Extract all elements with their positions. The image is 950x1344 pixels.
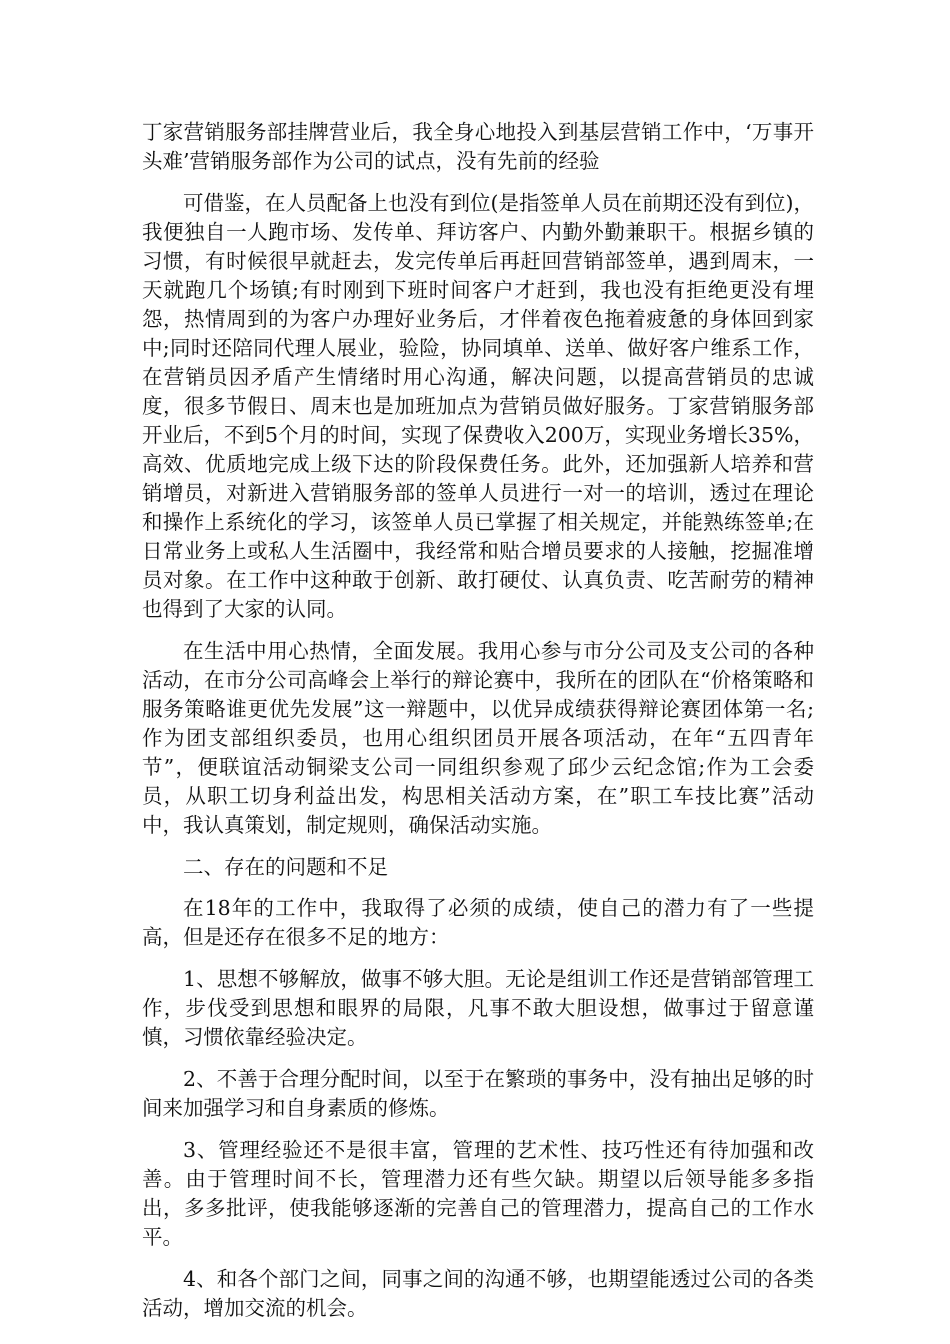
section-heading-problems: 二、存在的问题和不足 [183, 855, 388, 879]
paragraph-problem-1: 1、思想不够解放，做事不够大胆。无论是组训工作还是营销部管理工作，步伐受到思想和眼界的局限，凡事不敢大胆设想，做事过于留意谨慎，习惯依靠经验决定。 [142, 967, 814, 1049]
paragraph-activities: 在生活中用心热情，全面发展。我用心参与市分公司及支公司的各种活动，在市分公司高峰会上举行的辩论赛中，我所在的团队在“价格策略和服务策略谁更优先发展”这一辩题中，以优异成绩获得辩论赛团体第一名;作为团支部组织委员，也用心组织团员开展各项活动，在年“五四青年节”，便联谊活动铜梁支公司一同组织参观了邱少云纪念馆;作为工会委员，从职工切身利益出发，构思相关活动方案，在”职工车技比赛”活动中，我认真策划，制定规则，确保活动实施。 [142, 639, 814, 837]
paragraph-problem-4: 4、和各个部门之间，同事之间的沟通不够，也期望能透过公司的各类活动，增加交流的机会。 [142, 1267, 814, 1320]
paragraph-intro: 丁家营销服务部挂牌营业后，我全身心地投入到基层营销工作中，‘万事开头难’营销服务部作为公司的试点，没有先前的经验 [142, 120, 814, 173]
paragraph-problem-2: 2、不善于合理分配时间，以至于在繁琐的事务中，没有抽出足够的时间来加强学习和自身素质的修炼。 [142, 1067, 814, 1120]
paragraph-problem-3: 3、管理经验还不是很丰富，管理的艺术性、技巧性还有待加强和改善。由于管理时间不长，管理潜力还有些欠缺。期望以后领导能多多指出，多多批评，使我能够逐渐的完善自己的管理潜力，提高自己的工作水平。 [142, 1138, 814, 1249]
paragraph-problems-intro: 在18年的工作中，我取得了必须的成绩，使自己的潜力有了一些提高，但是还存在很多不足的地方： [142, 896, 814, 949]
document-body [142, 118, 814, 1336]
paragraph-work-details: 可借鉴，在人员配备上也没有到位(是指签单人员在前期还没有到位)，我便独自一人跑市场、发传单、拜访客户、内勤外勤兼职干。根据乡镇的习惯，有时候很早就赶去，发完传单后再赶回营销部签单，遇到周末，一天就跑几个场镇;有时刚到下班时间客户才赶到，我也没有拒绝更没有埋怨，热情周到的为客户办理好业务后，才伴着夜色拖着疲惫的身体回到家中;同时还陪同代理人展业，验险，协同填单、送单、做好客户维系工作，在营销员因矛盾产生情绪时用心沟通，解决问题，以提高营销员的忠诚度，很多节假日、周末也是加班加点为营销员做好服务。丁家营销服务部开业后，不到5个月的时间，实现了保费收入200万，实现业务增长35%，高效、优质地完成上级下达的阶段保费任务。此外，还加强新人培养和营销增员，对新进入营销服务部的签单人员进行一对一的培训，透过在理论和操作上系统化的学习，该签单人员已掌握了相关规定，并能熟练签单;在日常业务上或私人生活圈中，我经常和贴合增员要求的人接触，挖掘准增员对象。在工作中这种敢于创新、敢打硬仗、认真负责、吃苦耐劳的精神也得到了大家的认同。 [142, 191, 814, 621]
